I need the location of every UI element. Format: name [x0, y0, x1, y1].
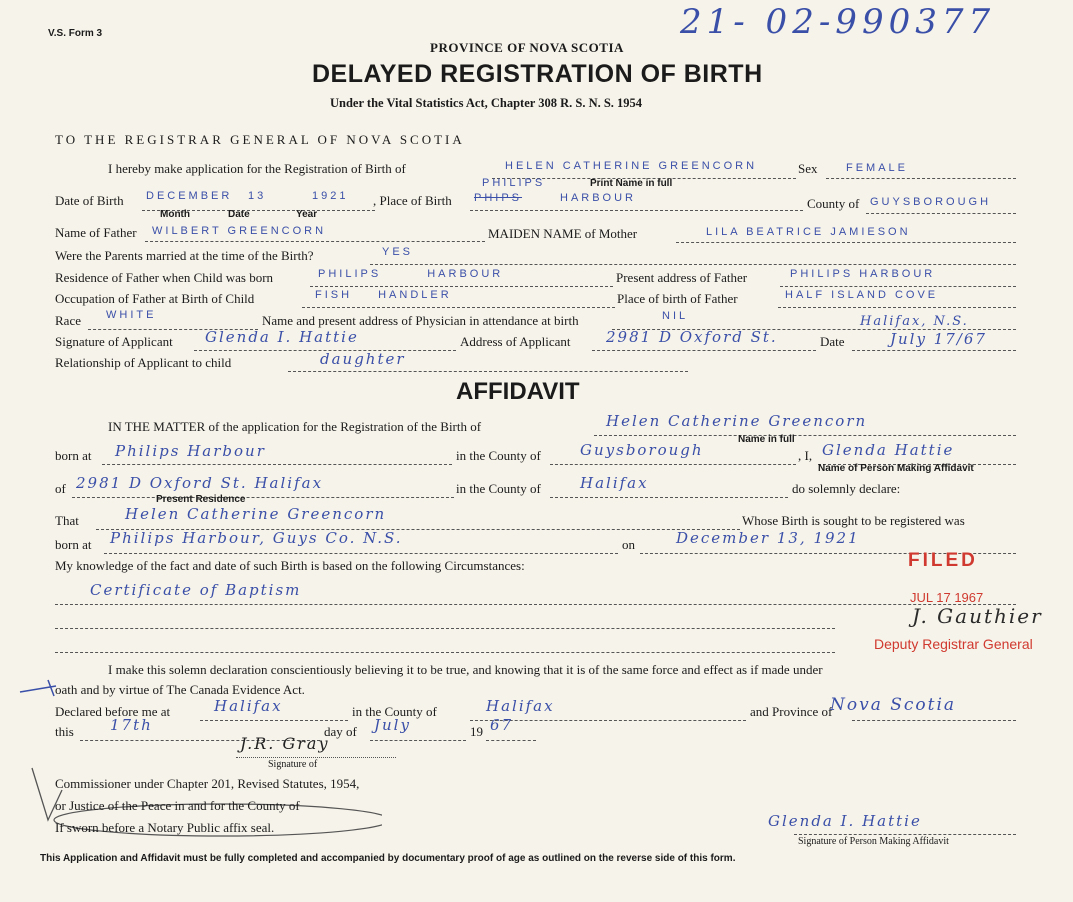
that-label: That: [55, 513, 79, 528]
date-label: Date: [820, 334, 845, 349]
declaration-line-1: I make this solemn declaration conscientiously believing it to be true, and knowing that it is of the same force and effect as if made under: [108, 662, 823, 677]
that-name: Helen Catherine Greencorn: [125, 505, 387, 523]
sex-value: FEMALE: [846, 162, 909, 174]
day-value: 17th: [110, 716, 153, 734]
print-name-caption: Print Name in full: [590, 178, 673, 189]
occupation-label: Occupation of Father at Birth of Child: [55, 291, 255, 306]
father-value: WILBERT GREENCORN: [152, 225, 327, 237]
commissioner-line-1: Commissioner under Chapter 201, Revised Statutes, 1954,: [55, 776, 360, 791]
this-label: this: [55, 724, 74, 739]
stamp-role: Deputy Registrar General: [874, 636, 1033, 652]
affiant-signature: Glenda I. Hattie: [768, 812, 922, 830]
county-label: County of: [807, 196, 860, 211]
caption-year: Year: [296, 209, 318, 220]
commissioner-line-2: or Justice of the Peace in and for the County of: [55, 798, 300, 813]
residence-county-value: Halifax: [580, 474, 649, 492]
correction-mark-icon: [18, 676, 88, 700]
born-at2-label: born at: [55, 537, 92, 552]
caption-month: Month: [160, 209, 190, 220]
affidavit-title: AFFIDAVIT: [456, 378, 580, 405]
father-residence-label: Residence of Father when Child was born: [55, 270, 274, 285]
year-prefix: 19: [470, 724, 483, 739]
declare-label: do solemnly declare:: [792, 481, 901, 496]
mother-value: LILA BEATRICE JAMIESON: [706, 226, 911, 238]
province-heading: PROVINCE OF NOVA SCOTIA: [430, 40, 624, 55]
page-subtitle: Under the Vital Statistics Act, Chapter 308 R. S. N. S. 1954: [330, 96, 643, 110]
father-address-label: Present address of Father: [616, 270, 748, 285]
application-label: I hereby make application for the Registration of Birth of: [108, 161, 406, 176]
on-label: on: [622, 537, 635, 552]
registrar-signature: J. Gauthier: [912, 604, 1043, 628]
residence-value: 2981 D Oxford St. Halifax: [76, 474, 324, 492]
commissioner-caption: Signature of: [268, 759, 318, 770]
declared-county-value: Halifax: [486, 697, 555, 715]
occupation-value: FISH HANDLER: [315, 289, 452, 301]
married-value: YES: [382, 246, 414, 258]
father-address-value: PHILIPS HARBOUR: [790, 268, 936, 280]
race-value: WHITE: [106, 309, 157, 321]
registration-number: 21- 02-990377: [680, 2, 996, 42]
married-label: Were the Parents married at the time of the Birth?: [55, 248, 314, 263]
physician-label: Name and present address of Physician in attendance at birth: [262, 313, 579, 328]
place-label: , Place of Birth: [373, 193, 452, 208]
dob-date: 13: [248, 190, 267, 202]
place-insert: PHILIPS: [482, 177, 546, 189]
month-value: July: [374, 716, 411, 734]
father-label: Name of Father: [55, 225, 137, 240]
dob-month: DECEMBER: [146, 190, 233, 202]
declared-province-value: Nova Scotia: [830, 695, 957, 715]
form-number: V.S. Form 3: [48, 28, 103, 39]
commissioner-signature: J.R. Gray: [240, 734, 330, 753]
father-residence-value: PHILIPS HARBOUR: [318, 268, 504, 280]
affidavit-name: Helen Catherine Greencorn: [606, 412, 868, 430]
in-county-label: in the County of: [456, 448, 541, 463]
place-crossed: PHIPS: [474, 192, 523, 204]
relationship-label: Relationship of Applicant to child: [55, 355, 232, 370]
footer-note: This Application and Affidavit must be fully completed and accompanied by documentary proof of age as outlined on the reverse side of this form.: [40, 853, 736, 864]
applicant-address-label: Address of Applicant: [460, 334, 571, 349]
residence-caption: Present Residence: [156, 494, 246, 505]
commissioner-line-3: If sworn before a Notary Public affix seal.: [55, 820, 275, 835]
day-label: day of: [324, 724, 357, 739]
year-value: 67: [490, 716, 514, 734]
sex-label: Sex: [798, 161, 818, 176]
affiant-name: Glenda Hattie: [822, 441, 955, 459]
father-birthplace-label: Place of birth of Father: [617, 291, 738, 306]
born-county-value: Guysborough: [580, 441, 704, 459]
dob-year: 1921: [312, 190, 349, 202]
born-at-label: born at: [55, 448, 92, 463]
signature-label: Signature of Applicant: [55, 334, 173, 349]
caption-date: Date: [228, 209, 250, 220]
born-at-value: Philips Harbour: [115, 442, 266, 460]
stamp-date: JUL 17 1967: [910, 590, 984, 605]
father-birthplace-value: HALF ISLAND COVE: [785, 289, 939, 301]
affiant-caption: Signature of Person Making Affidavit: [798, 836, 949, 847]
residence-county-label: in the County of: [456, 481, 541, 496]
child-name: HELEN CATHERINE GREENCORN: [505, 160, 758, 172]
declared-label: Declared before me at: [55, 704, 171, 719]
physician-note: Halifax, N.S.: [860, 314, 969, 329]
matter-label: IN THE MATTER of the application for the Registration of the Birth of: [108, 419, 482, 434]
whose-birth-label: Whose Birth is sought to be registered was: [742, 513, 965, 528]
person-caption: Name of Person Making Affidavit: [818, 463, 974, 474]
physician-value: NIL: [662, 310, 689, 322]
page-title: DELAYED REGISTRATION OF BIRTH: [312, 60, 763, 88]
name-caption: Name in full: [738, 434, 795, 445]
of-label: of: [55, 481, 66, 496]
addressee: TO THE REGISTRAR GENERAL OF NOVA SCOTIA: [55, 132, 465, 147]
province-label: and Province of: [750, 704, 833, 719]
declared-at-value: Halifax: [214, 697, 283, 715]
date-value: July 17/67: [890, 330, 987, 348]
born-on-value: December 13, 1921: [676, 529, 860, 547]
filed-stamp: FILED: [908, 550, 978, 571]
declared-county-label: in the County of: [352, 704, 437, 719]
place-value: HARBOUR: [560, 192, 637, 204]
applicant-address-value: 2981 D Oxford St.: [606, 328, 778, 346]
knowledge-label: My knowledge of the fact and date of such Birth is based on the following Circumstances:: [55, 558, 525, 573]
circumstances-value: Certificate of Baptism: [90, 581, 302, 599]
applicant-signature: Glenda I. Hattie: [205, 328, 359, 346]
county-value: GUYSBOROUGH: [870, 196, 992, 208]
mother-label: MAIDEN NAME of Mother: [488, 226, 638, 241]
declaration-line-2: oath and by virtue of The Canada Evidence Act.: [55, 682, 305, 697]
i-label: , I,: [798, 448, 813, 463]
dob-label: Date of Birth: [55, 193, 124, 208]
race-label: Race: [55, 313, 81, 328]
relationship-value: daughter: [320, 350, 406, 368]
born-at2-value: Philips Harbour, Guys Co. N.S.: [110, 529, 403, 547]
